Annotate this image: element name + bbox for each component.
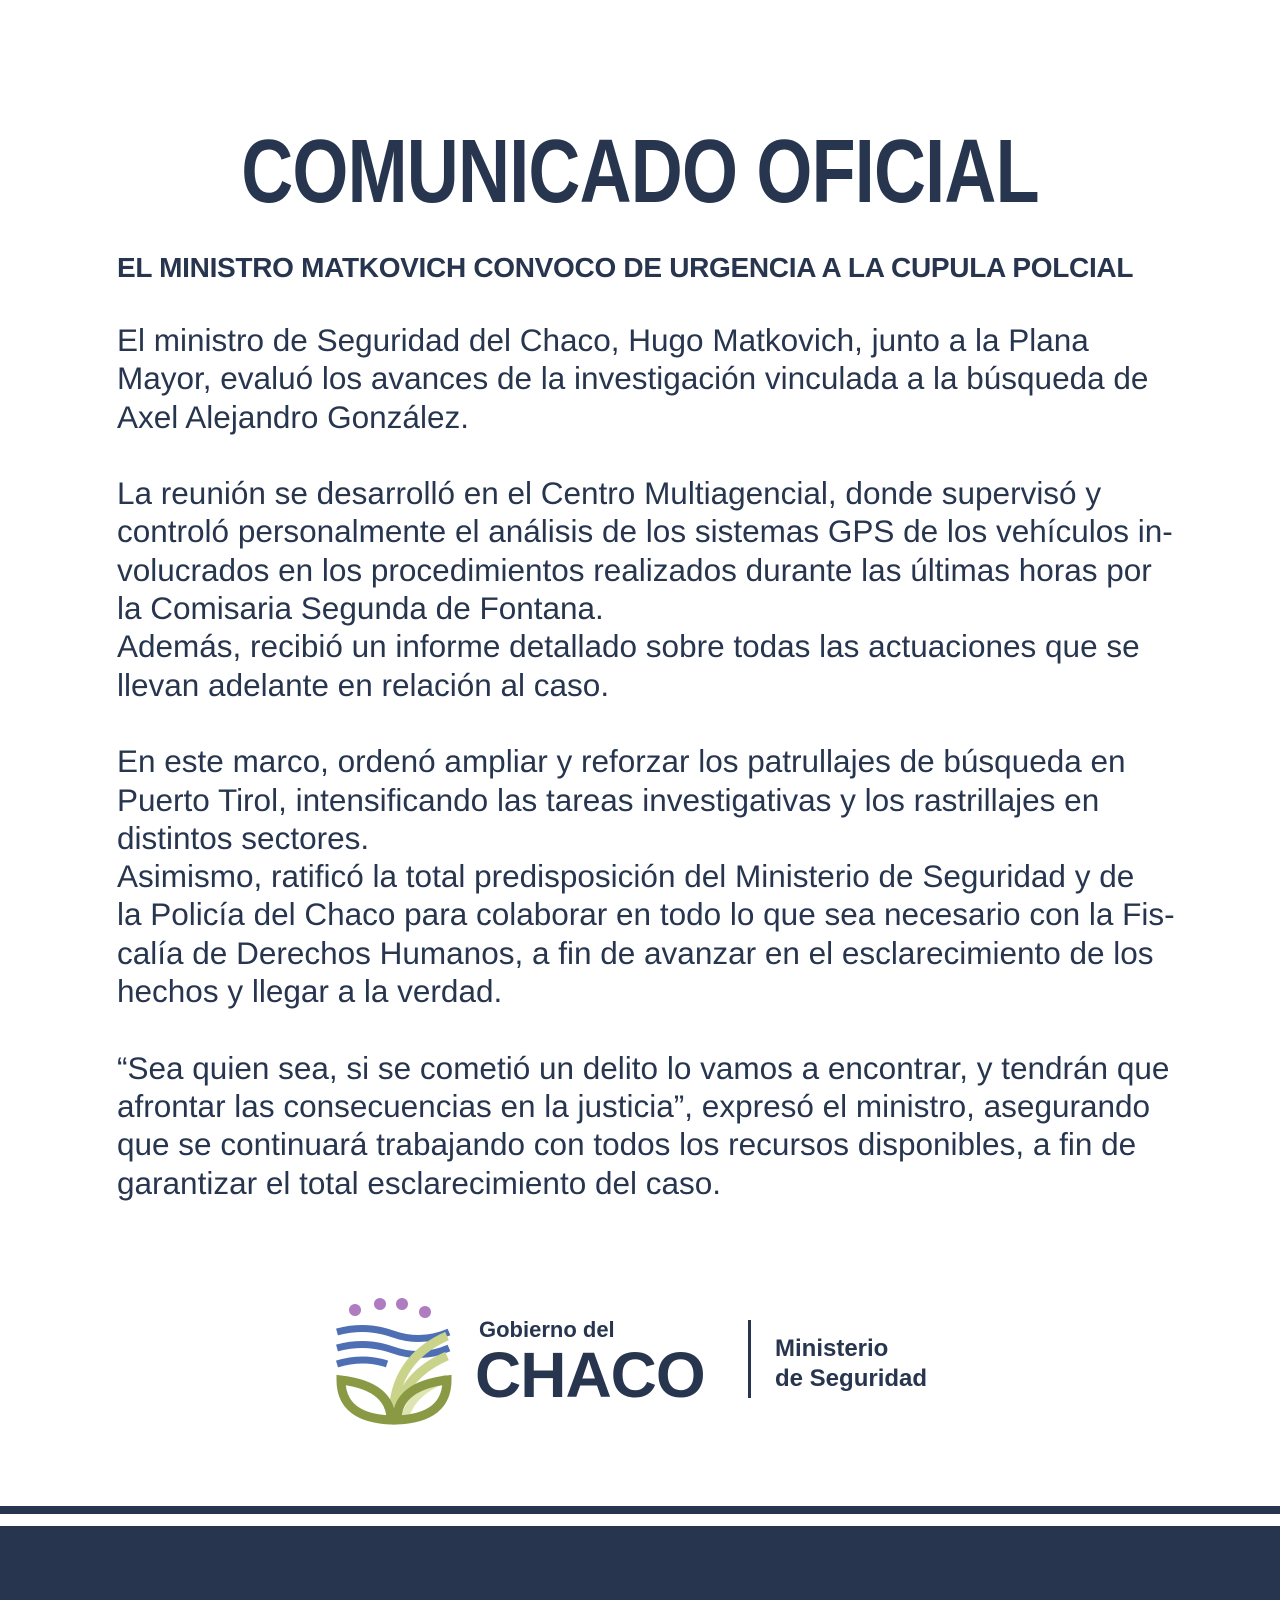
text-line: Puerto Tirol, intensificando las tareas investigativas y los rastrillajes en	[117, 781, 1100, 818]
text-line: Además, recibió un informe detallado sobre todas las actuaciones que se	[117, 628, 1140, 665]
text-line: distintos sectores.	[117, 819, 370, 856]
logo-ministerio-line-2: de Seguridad	[775, 1365, 928, 1392]
text-line: En este marco, ordenó ampliar y reforzar los patrullajes de búsqueda en	[117, 743, 1126, 780]
footer-stripe	[0, 1506, 1280, 1514]
text-line: “Sea quien sea, si se cometió un delito lo vamos a encontrar, y tendrán que	[117, 1049, 1170, 1086]
paragraph-1	[117, 321, 1212, 436]
logo-divider	[748, 1320, 751, 1398]
logo-ministerio-line-1: Ministerio	[775, 1335, 889, 1362]
page-title: COMUNICADO OFICIAL	[241, 122, 1039, 222]
text-line: garantizar el total esclarecimiento del caso.	[117, 1164, 722, 1201]
text-line: la Comisaria Segunda de Fontana.	[117, 590, 604, 627]
text-line: Mayor, evaluó los avances de la investigación vinculada a la búsqueda de	[117, 360, 1149, 397]
text-line: Asimismo, ratificó la total predisposición del Ministerio de Seguridad y de	[117, 858, 1135, 895]
logo-chaco-text: CHACO	[475, 1339, 705, 1411]
text-line: volucrados en los procedimientos realizados durante las últimas horas por	[117, 551, 1152, 588]
chaco-government-emblem-icon	[335, 1298, 455, 1428]
government-logo	[335, 1298, 955, 1428]
logo-gobierno-text: Gobierno del	[479, 1317, 615, 1342]
text-line: calía de Derechos Humanos, a fin de avanzar en el esclarecimiento de los	[117, 934, 1154, 971]
paragraph-2	[117, 474, 1212, 704]
text-line: Axel Alejandro González.	[117, 398, 469, 435]
text-line: hechos y llegar a la verdad.	[117, 973, 503, 1010]
text-line: controló personalmente el análisis de los sistemas GPS de los vehículos in-	[117, 513, 1173, 550]
text-line: la Policía del Chaco para colaborar en todo lo que sea necesario con la Fis-	[117, 896, 1175, 933]
body-text	[117, 321, 1212, 1240]
text-line: que se continuará trabajando con todos los recursos disponibles, a fin de	[117, 1126, 1137, 1163]
logo-ministerio-text	[775, 1334, 927, 1394]
headline: EL MINISTRO MATKOVICH CONVOCO DE URGENCIA A LA CUPULA POLCIAL	[117, 252, 1134, 283]
text-line: El ministro de Seguridad del Chaco, Hugo Matkovich, junto a la Plana	[117, 322, 1089, 358]
text-line: La reunión se desarrolló en el Centro Multiagencial, donde supervisó y	[117, 475, 1102, 512]
text-line: llevan adelante en relación al caso.	[117, 666, 610, 703]
text-line: afrontar las consecuencias en la justicia”, expresó el ministro, asegurando	[117, 1087, 1151, 1124]
paragraph-4	[117, 1049, 1212, 1202]
footer-band	[0, 1526, 1280, 1600]
paragraph-3	[117, 742, 1212, 1010]
